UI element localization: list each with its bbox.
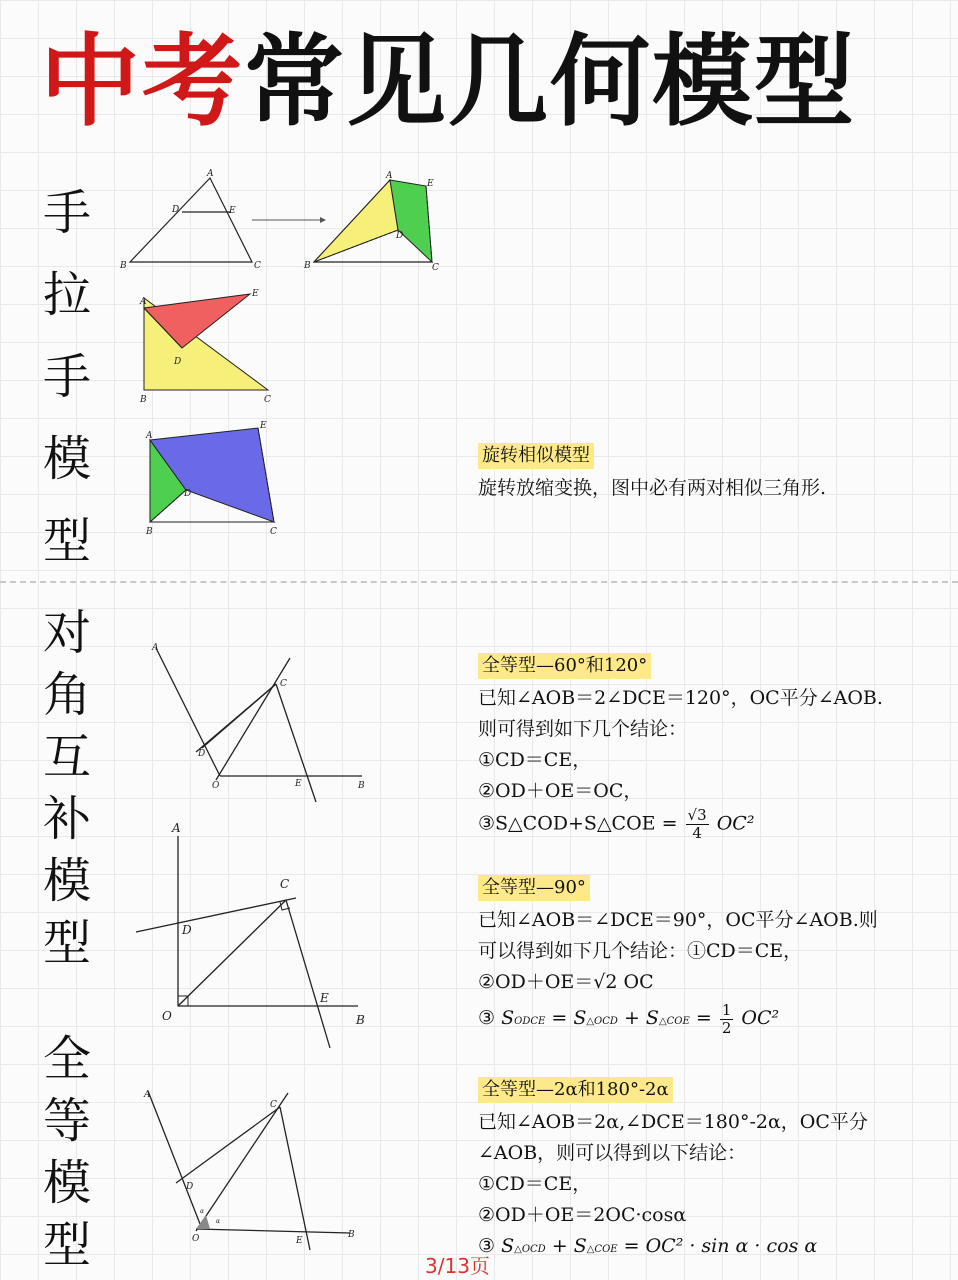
label-b: B xyxy=(304,261,311,271)
vchar: 模 xyxy=(42,853,91,909)
fraction xyxy=(686,807,709,842)
label-c: C xyxy=(264,395,271,405)
s-symbol: S xyxy=(573,1235,587,1257)
block-2-alpha xyxy=(478,1074,868,1265)
label-alpha: α xyxy=(200,1208,205,1215)
label-b: B xyxy=(140,395,147,405)
vchar: 型 xyxy=(42,513,91,569)
s-ocd: △OCD xyxy=(514,1244,546,1255)
plus-sign: + xyxy=(551,1235,568,1257)
figure-120-degree xyxy=(140,640,380,805)
label-a: A xyxy=(152,643,159,653)
label-e: E xyxy=(295,779,302,789)
s-symbol: S xyxy=(501,1007,515,1029)
label-b: B xyxy=(120,261,127,271)
vchar: 角 xyxy=(42,667,91,723)
block1-line4: ②OD＋OE＝OC， xyxy=(478,780,643,802)
title-red: 中考 xyxy=(40,23,244,140)
label-a: A xyxy=(144,1090,151,1100)
section2-vertical-title-2 xyxy=(42,1028,92,1276)
label-e: E xyxy=(320,991,329,1005)
label-c: C xyxy=(432,263,439,273)
block3-line3: ①CD＝CE， xyxy=(478,1173,592,1195)
equals-sign: = xyxy=(551,1007,568,1029)
fraction-den: 4 xyxy=(692,824,702,842)
page-indicator: 3/13页 xyxy=(425,1254,490,1278)
block3-line5 xyxy=(478,1231,868,1265)
fraction-num: 1 xyxy=(721,1000,732,1019)
s-odce: ODCE xyxy=(514,1016,546,1027)
block2-line4-prefix: ③ xyxy=(478,1007,496,1029)
label-c: C xyxy=(280,877,290,891)
figure-rotation xyxy=(298,168,443,273)
label-o: O xyxy=(162,1009,172,1023)
block1-heading: 全等型—60°和120° xyxy=(478,653,651,679)
block2-line2: 可以得到如下几个结论：①CD＝CE， xyxy=(478,940,803,962)
label-e: E xyxy=(260,421,267,431)
label-b: B xyxy=(356,1013,365,1027)
label-e: E xyxy=(427,179,434,189)
block-60-120 xyxy=(478,650,883,842)
block2-line4-suffix: OC² xyxy=(741,1007,780,1029)
vchar: 互 xyxy=(42,729,91,785)
vchar: 手 xyxy=(42,349,91,405)
block1-line5-suffix: OC² xyxy=(716,812,755,835)
s-symbol: S xyxy=(501,1235,515,1257)
label-d: D xyxy=(182,923,192,937)
figure-green-blue xyxy=(140,420,290,538)
vchar: 全 xyxy=(42,1031,91,1087)
section1-text-block xyxy=(478,440,826,504)
fraction-den: 2 xyxy=(721,1018,732,1037)
s-ocd: △OCD xyxy=(586,1016,618,1027)
block2-line4 xyxy=(478,998,878,1042)
s-coe: △COE xyxy=(586,1244,618,1255)
block2-line3: ②OD＋OE＝√2 OC xyxy=(478,971,654,993)
block3-line2: ∠AOB，则可以得到以下结论： xyxy=(478,1142,747,1164)
label-a: A xyxy=(146,431,153,441)
vchar: 型 xyxy=(42,915,91,971)
vchar: 等 xyxy=(42,1093,91,1149)
section2-vertical-title-1 xyxy=(42,602,92,974)
label-a: A xyxy=(386,171,393,181)
title-black: 常见几何模型 xyxy=(244,23,856,140)
label-d: D xyxy=(184,489,192,499)
block1-line3: ①CD＝CE， xyxy=(478,749,592,771)
figure-90-degree xyxy=(130,818,380,1053)
label-o: O xyxy=(192,1234,200,1244)
plus-sign: + xyxy=(623,1007,640,1029)
section1-description: 旋转放缩变换，图中必有两对相似三角形. xyxy=(478,477,827,499)
label-d: D xyxy=(174,357,182,367)
label-a: A xyxy=(172,821,181,835)
fraction-num: √3 xyxy=(687,806,707,824)
label-a: A xyxy=(140,297,147,307)
label-c: C xyxy=(270,527,277,537)
label-d: D xyxy=(172,205,180,215)
figure-red-yellow xyxy=(134,284,284,406)
label-c: C xyxy=(270,1100,277,1110)
s-symbol: S xyxy=(645,1007,659,1029)
block1-line5 xyxy=(478,807,883,842)
equals-sign: = xyxy=(695,1007,712,1029)
label-d: D xyxy=(396,231,404,241)
block2-line1: 已知∠AOB＝∠DCE＝90°，OC平分∠AOB.则 xyxy=(478,909,878,931)
fraction xyxy=(720,1002,734,1037)
label-d: D xyxy=(198,749,206,759)
label-e: E xyxy=(296,1236,303,1246)
vchar: 拉 xyxy=(42,267,91,323)
label-alpha: α xyxy=(216,1218,221,1225)
vchar: 模 xyxy=(42,1155,91,1211)
block1-line1: 已知∠AOB＝2∠DCE＝120°，OC平分∠AOB. xyxy=(478,687,883,709)
block3-line5-prefix: ③ xyxy=(478,1235,496,1257)
s-symbol: S xyxy=(573,1007,587,1029)
vchar: 手 xyxy=(42,185,91,241)
section1-heading: 旋转相似模型 xyxy=(478,443,594,469)
vchar: 模 xyxy=(42,431,91,487)
block3-line5-suffix: = OC² · sin α · cos α xyxy=(623,1235,818,1257)
label-a: A xyxy=(207,169,214,179)
block2-heading: 全等型—90° xyxy=(478,875,590,901)
label-d: D xyxy=(186,1182,194,1192)
label-e: E xyxy=(252,289,259,299)
page-title xyxy=(40,22,940,142)
label-b: B xyxy=(348,1230,355,1240)
label-e: E xyxy=(229,206,236,216)
section1-vertical-title xyxy=(42,172,92,582)
block3-line4: ②OD＋OE＝2OC·cosα xyxy=(478,1204,687,1226)
label-c: C xyxy=(254,261,261,271)
label-c: C xyxy=(280,679,287,689)
block1-line2: 则可得到如下几个结论： xyxy=(478,718,688,740)
vchar: 补 xyxy=(42,791,91,847)
block1-line5-prefix: ③S△COD+S△COE = xyxy=(478,812,678,835)
block3-line1: 已知∠AOB＝2α,∠DCE＝180°-2α，OC平分 xyxy=(478,1111,868,1133)
section-divider xyxy=(0,581,958,583)
figure-triangle-de xyxy=(118,168,268,273)
label-b: B xyxy=(146,527,153,537)
s-oce: △COE xyxy=(658,1016,690,1027)
vchar: 对 xyxy=(42,605,91,661)
block-90 xyxy=(478,872,878,1042)
label-b: B xyxy=(358,781,365,791)
label-o: O xyxy=(212,781,220,791)
vchar: 型 xyxy=(42,1217,91,1273)
figure-2-alpha xyxy=(140,1085,370,1250)
block3-heading: 全等型—2α和180°-2α xyxy=(478,1077,673,1103)
